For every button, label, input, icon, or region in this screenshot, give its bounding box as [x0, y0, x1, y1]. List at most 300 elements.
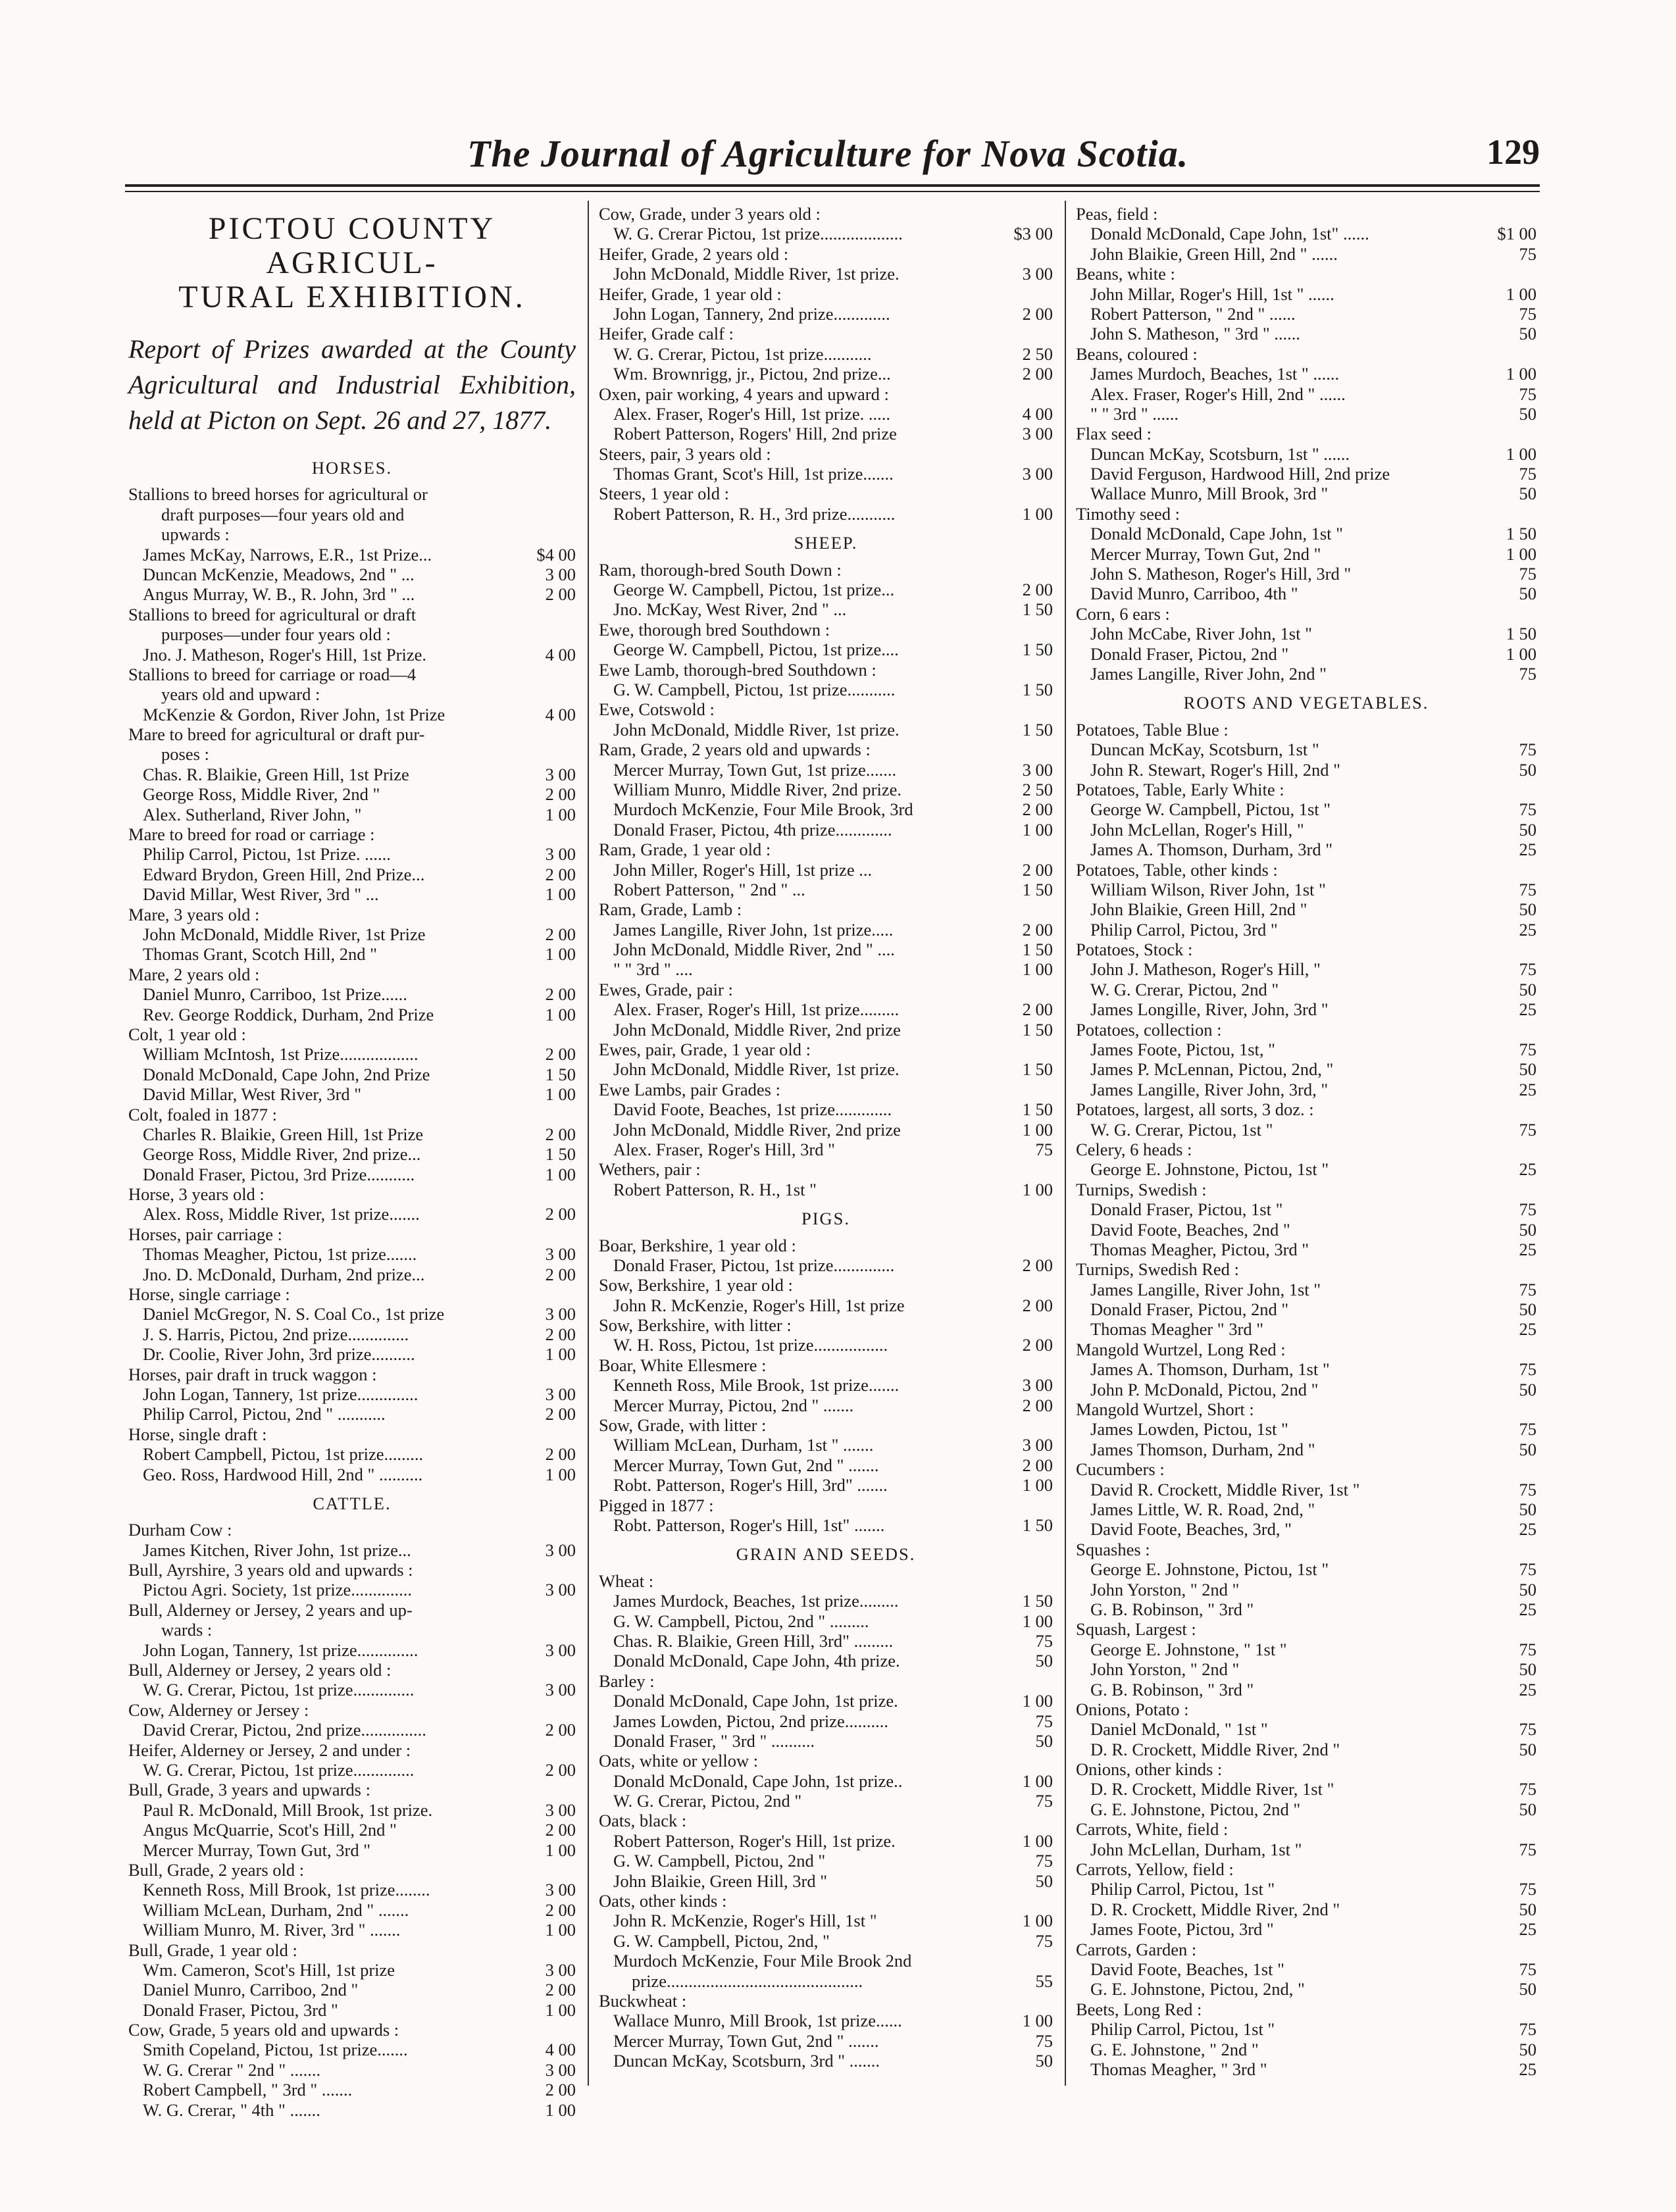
prize-amount: 3 00: [1022, 424, 1053, 444]
prize-entry: [599, 720, 1053, 740]
prize-entry: [1076, 624, 1536, 643]
prize-amount: 2 00: [545, 584, 576, 605]
class-heading: [599, 1751, 1053, 1771]
entry-text: Daniel McGregor, N. S. Coal Co., 1st prize: [143, 1304, 445, 1324]
prize-entry: [599, 860, 1053, 880]
prize-entry: [1076, 1599, 1536, 1619]
entry-text: Bull, Alderney or Jersey, 2 years old :: [128, 1660, 392, 1680]
prize-entry: [128, 1165, 576, 1184]
prize-entry: [1076, 899, 1536, 919]
entry-text: Ewes, Grade, pair :: [599, 979, 733, 999]
entry-text: John McDonald, Middle River, 1st prize.: [613, 719, 900, 740]
prize-amount: 2 00: [1022, 999, 1053, 1020]
prize-entry: [1076, 664, 1536, 684]
prize-amount: 1 00: [1022, 1911, 1053, 1931]
entry-text: Donald Fraser, Pictou, 4th prize.............: [613, 819, 892, 840]
class-heading: [128, 1560, 576, 1580]
prize-amount: 2 00: [545, 864, 576, 884]
prize-entry: [1076, 284, 1536, 304]
entry-text: William McLean, Durham, 2nd " .......: [143, 1899, 409, 1920]
class-heading: [1076, 1259, 1536, 1279]
prize-amount: 1 50: [1022, 1591, 1053, 1611]
entry-text: Wallace Munro, Mill Brook, 1st prize......: [613, 2011, 902, 2031]
entry-text: Celery, 6 heads :: [1076, 1139, 1192, 1159]
prize-entry: [599, 1711, 1053, 1731]
entry-text: John Blaikie, Green Hill, 3rd ": [613, 1871, 828, 1891]
page-number: 129: [1486, 132, 1540, 172]
prize-amount: 2 00: [545, 1264, 576, 1284]
entry-text: Chas. R. Blaikie, Green Hill, 1st Prize: [143, 764, 409, 784]
entry-text: John Logan, Tannery, 2nd prize.............: [613, 303, 890, 324]
prize-entry: [599, 464, 1053, 484]
entry-text: Donald Fraser, Pictou, 3rd Prize...........: [143, 1164, 415, 1184]
entry-text: Robert Campbell, Pictou, 1st prize.........: [143, 1444, 424, 1465]
prize-entry: [128, 1324, 576, 1344]
entry-text: Boar, White Ellesmere :: [599, 1355, 767, 1375]
class-heading: [599, 484, 1053, 503]
prize-entry: [1076, 444, 1536, 464]
entry-text: David Foote, Beaches, 1st ": [1090, 1959, 1284, 1979]
class-heading: [1076, 1819, 1536, 1839]
entry-text: W. G. Crerar, Pictou, 1st prize..............: [143, 1760, 415, 1780]
entry-text: James Longille, River, John, 3rd ": [1090, 999, 1329, 1020]
prize-entry: [1076, 880, 1536, 899]
entry-text: James P. McLennan, Pictou, 2nd, ": [1090, 1059, 1334, 1080]
entry-text: Cow, Grade, 5 years old and upwards :: [128, 2020, 399, 2040]
section-heading: PIGS.: [801, 1209, 851, 1229]
class-heading: [599, 444, 1053, 464]
prize-entry: [599, 224, 1053, 243]
prize-entry: [1076, 1779, 1536, 1799]
class-heading: [1076, 1540, 1536, 1559]
prize-entry: [599, 1851, 1053, 1871]
prize-amount: 2 00: [1022, 1295, 1053, 1315]
entry-text: John J. Matheson, Roger's Hill, ": [1090, 959, 1321, 980]
prize-entry: [599, 1435, 1053, 1455]
entry-text: Stallions to breed for agricultural or draft: [128, 604, 417, 624]
prize-amount: 1 50: [1506, 624, 1536, 644]
prize-amount: 2 00: [545, 984, 576, 1005]
entry-text: Philip Carrol, Pictou, 1st Prize. ......: [143, 844, 391, 865]
entry-text: Duncan McKay, Scotsburn, 1st " ......: [1090, 443, 1350, 464]
prize-amount: 75: [1519, 740, 1536, 760]
prize-amount: 1 00: [1022, 1475, 1053, 1496]
entry-text: Jno. D. McDonald, Durham, 2nd prize...: [143, 1264, 425, 1284]
prize-entry: [599, 1611, 1053, 1631]
prize-entry: [1076, 740, 1536, 759]
prize-amount: 50: [1035, 1871, 1053, 1891]
prize-entry: [599, 1140, 1053, 1159]
prize-entry: [128, 865, 576, 884]
class-heading: [599, 244, 1053, 264]
entry-text: Oats, black :: [599, 1811, 687, 1831]
entry-text: G. W. Campbell, Pictou, 1st prize...........: [613, 679, 896, 699]
entry-text: Bull, Grade, 2 years old :: [128, 1859, 305, 1880]
prize-amount: 75: [1519, 879, 1536, 899]
entry-text: James Langille, River John, 1st ": [1090, 1279, 1321, 1299]
prize-amount: 75: [1519, 959, 1536, 980]
class-heading: [1076, 1999, 1536, 2019]
prize-entry: [599, 1020, 1053, 1040]
prize-entry: [1076, 464, 1536, 484]
prize-entry: [1076, 1559, 1536, 1579]
prize-entry: [599, 1099, 1053, 1119]
prize-entry: [128, 1820, 576, 1840]
prize-entry: [599, 959, 1053, 979]
prize-amount: 50: [1519, 324, 1536, 344]
entry-text: Timothy seed :: [1076, 503, 1181, 524]
prize-entry: [128, 1880, 576, 1899]
prize-entry: [128, 684, 576, 704]
entry-text: Beets, Long Red :: [1076, 1999, 1202, 2019]
prize-amount: 75: [1519, 1199, 1536, 1220]
entry-text: Heifer, Alderney or Jersey, 2 and under :: [128, 1740, 411, 1760]
class-heading: [128, 1660, 576, 1680]
class-heading: [128, 665, 576, 684]
article-title-line-2: TURAL EXHIBITION.: [178, 280, 526, 314]
prize-amount: 1 00: [1022, 1611, 1053, 1631]
entry-text: Wm. Cameron, Scot's Hill, 1st prize: [143, 1959, 395, 1980]
entry-text: Bull, Grade, 1 year old :: [128, 1940, 297, 1960]
prize-amount: 25: [1519, 1319, 1536, 1340]
prize-entry: [128, 1344, 576, 1364]
entry-text: J. S. Harris, Pictou, 2nd prize..............: [143, 1324, 409, 1344]
prize-entry: [599, 404, 1053, 424]
article-report: Report of Prizes awarded at the County Agricultural and Industrial Exhibition, held at Picton on Sept. 26 and 27, 1877.: [128, 334, 576, 435]
prize-amount: 2 00: [545, 1444, 576, 1465]
prize-entry: [1076, 1680, 1536, 1699]
prize-amount: 75: [1035, 1851, 1053, 1871]
class-heading: [599, 284, 1053, 304]
entry-text: Oats, white or yellow :: [599, 1751, 759, 1771]
prize-amount: 75: [1519, 1779, 1536, 1799]
entry-text: David Crerar, Pictou, 2nd prize...............: [143, 1720, 426, 1740]
section-heading: CATTLE.: [313, 1493, 392, 1513]
prize-amount: 75: [1035, 1791, 1053, 1811]
prize-amount: 50: [1519, 2039, 1536, 2059]
prize-entry: [599, 680, 1053, 699]
prize-entry: [128, 1304, 576, 1324]
prize-entry: [128, 924, 576, 944]
class-heading: [1076, 1399, 1536, 1419]
entry-text: James A. Thomson, Durham, 3rd ": [1090, 840, 1333, 860]
class-heading: [1076, 860, 1536, 880]
prize-entry: [1076, 840, 1536, 859]
class-heading: [599, 699, 1053, 719]
entry-text: John S. Matheson, " 3rd " ......: [1090, 324, 1301, 344]
entry-text: G. W. Campbell, Pictou, 2nd ": [613, 1851, 826, 1871]
prize-entry: [128, 565, 576, 584]
entry-text: G. B. Robinson, " 3rd ": [1090, 1599, 1254, 1619]
class-heading: [599, 840, 1053, 859]
entry-text: Flax seed :: [1076, 424, 1152, 444]
class-heading: [599, 204, 1053, 224]
prize-amount: 50: [1035, 1651, 1053, 1671]
prize-entry: [599, 1475, 1053, 1495]
prize-entry: [599, 2011, 1053, 2030]
entry-text: Ram, thorough-bred South Down :: [599, 559, 842, 580]
prize-amount: 75: [1035, 2030, 1053, 2051]
entry-text: William Munro, M. River, 3rd " .......: [143, 1920, 401, 1940]
entry-text: Carrots, Yellow, field :: [1076, 1859, 1234, 1880]
entry-text: Barley :: [599, 1671, 655, 1691]
prize-entry: [599, 424, 1053, 443]
entry-text: Bull, Grade, 3 years and upwards :: [128, 1780, 370, 1800]
prize-amount: 50: [1519, 819, 1536, 840]
class-heading: [128, 965, 576, 984]
prize-amount: 75: [1519, 1719, 1536, 1740]
class-heading: [1076, 1180, 1536, 1199]
prize-entry: [128, 505, 576, 524]
class-heading: [128, 1224, 576, 1244]
prize-amount: 2 00: [545, 1899, 576, 1920]
prize-entry: [599, 1831, 1053, 1851]
entry-text: Ewe Lamb, thorough-bred Southdown :: [599, 659, 876, 680]
class-heading: [599, 899, 1053, 919]
entry-text: W. G. Crerar, Pictou, 1st prize...........: [613, 343, 872, 364]
prize-amount: 1 00: [545, 944, 576, 965]
prize-amount: 4 00: [545, 644, 576, 665]
prize-amount: 75: [1519, 1119, 1536, 1140]
prize-entry: [599, 1395, 1053, 1415]
entry-text: Boar, Berkshire, 1 year old :: [599, 1235, 796, 1255]
prize-amount: 1 00: [1506, 364, 1536, 384]
prize-entry: [1076, 1199, 1536, 1219]
class-heading: [599, 980, 1053, 999]
prize-entry: [599, 599, 1053, 619]
prize-entry: [599, 1591, 1053, 1611]
entry-text: W. G. Crerar Pictou, 1st prize...................: [613, 224, 903, 244]
entry-text: Donald Fraser, Pictou, 1st prize..............: [613, 1255, 895, 1275]
prize-amount: 3 00: [545, 764, 576, 784]
column-2: [599, 204, 1053, 2071]
prize-entry: [128, 1720, 576, 1740]
prize-entry: [128, 1384, 576, 1404]
entry-text: Mercer Murray, Town Gut, 2nd " .......: [613, 1455, 879, 1475]
entry-text: Heifer, Grade, 1 year old :: [599, 284, 782, 304]
entry-text: Ewes, pair, Grade, 1 year old :: [599, 1040, 811, 1060]
prize-entry: [599, 1791, 1053, 1811]
entry-text: Kenneth Ross, Mill Brook, 1st prize........: [143, 1880, 430, 1900]
entry-text: Alex. Fraser, Roger's Hill, 1st prize. .....: [613, 403, 891, 424]
entry-text: Robert Patterson, R. H., 1st ": [613, 1179, 817, 1199]
prize-entry: [128, 1204, 576, 1224]
class-heading: [128, 1780, 576, 1799]
prize-amount: 50: [1035, 1730, 1053, 1751]
entry-text: James McKay, Narrows, E.R., 1st Prize...: [143, 544, 432, 565]
class-heading: [128, 1424, 576, 1444]
entry-text: George Ross, Middle River, 2nd prize...: [143, 1144, 421, 1165]
entry-text: Horse, single carriage :: [128, 1284, 290, 1305]
entry-text: Potatoes, Table, Early White :: [1076, 779, 1284, 799]
entry-text: John McDonald, Middle River, 1st prize.: [613, 1059, 900, 1080]
column-divider: [1065, 201, 1066, 2086]
prize-entry: [1076, 1280, 1536, 1299]
entry-text: Robert Patterson, Roger's Hill, 1st prize.: [613, 1830, 896, 1851]
entry-text: G. W. Campbell, Pictou, 2nd, ": [613, 1930, 830, 1951]
entry-text: Buckwheat :: [599, 1990, 687, 2011]
entry-text: Robt. Patterson, Roger's Hill, 3rd" .......: [613, 1475, 888, 1496]
prize-amount: 2 50: [1022, 343, 1053, 364]
entry-text: Bull, Alderney or Jersey, 2 years and up-: [128, 1599, 413, 1620]
entry-text: G. B. Robinson, " 3rd ": [1090, 1679, 1254, 1699]
entry-text: Dr. Coolie, River John, 3rd prize..........: [143, 1344, 415, 1365]
entry-text: Duncan McKenzie, Meadows, 2nd " ...: [143, 564, 415, 584]
column-divider: [588, 201, 589, 2086]
prize-entry: [599, 780, 1053, 799]
entry-text: John R. McKenzie, Roger's Hill, 1st prize: [613, 1295, 905, 1315]
entry-text: Potatoes, Table, other kinds :: [1076, 859, 1278, 880]
prize-amount: 2 00: [545, 924, 576, 944]
entry-text: Charles R. Blaikie, Green Hill, 1st Prize: [143, 1124, 424, 1144]
entry-text: John Miller, Roger's Hill, 1st prize ...: [613, 859, 873, 880]
class-heading: [128, 1600, 576, 1620]
prize-entry: [599, 760, 1053, 780]
entry-text: John R. McKenzie, Roger's Hill, 1st ": [613, 1911, 877, 1931]
prize-amount: 75: [1519, 564, 1536, 584]
prize-entry: [1076, 364, 1536, 384]
prize-entry: [599, 1691, 1053, 1711]
entry-text: Ewe, Cotswold :: [599, 699, 715, 720]
entry-text: Potatoes, collection :: [1076, 1019, 1222, 1040]
entry-text: Robert Patterson, " 2nd " ...: [613, 879, 805, 899]
class-heading: [1076, 780, 1536, 799]
prize-amount: 25: [1519, 1919, 1536, 1940]
prize-entry: [128, 1840, 576, 1860]
prize-amount: 50: [1519, 1059, 1536, 1080]
class-heading: [1076, 1619, 1536, 1639]
prize-amount: 1 00: [545, 1920, 576, 1940]
prize-entry: [1076, 1380, 1536, 1399]
prize-entry: [128, 584, 576, 604]
prize-entry: [599, 880, 1053, 899]
prize-entry: [1076, 1740, 1536, 1759]
prize-amount: 75: [1519, 1879, 1536, 1899]
entry-text: John R. Stewart, Roger's Hill, 2nd ": [1090, 759, 1340, 780]
prize-entry: [128, 624, 576, 644]
page-header: [125, 125, 1540, 178]
entry-text: Mare, 2 years old :: [128, 964, 260, 984]
prize-entry: [599, 1631, 1053, 1651]
class-heading: [1076, 1099, 1536, 1119]
entry-text: Mercer Murray, Pictou, 2nd " .......: [613, 1395, 854, 1415]
prize-entry: [1076, 1840, 1536, 1859]
entry-text: Murdoch McKenzie, Four Mile Brook 2nd: [613, 1951, 912, 1971]
entry-text: Cow, Grade, under 3 years old :: [599, 204, 821, 224]
entry-text: G. E. Johnstone, Pictou, 2nd, ": [1090, 1979, 1305, 1999]
entry-text: Donald McDonald, Cape John, 1st prize.: [613, 1691, 898, 1711]
prize-entry: [128, 984, 576, 1004]
prize-amount: 25: [1519, 1239, 1536, 1259]
entry-text: Rev. George Roddick, Durham, 2nd Prize: [143, 1004, 434, 1024]
entry-text: James Langille, River John, 2nd ": [1090, 663, 1327, 684]
prize-amount: 50: [1035, 2051, 1053, 2071]
prize-entry: [1076, 1319, 1536, 1339]
entry-text: Daniel Munro, Carriboo, 1st Prize......: [143, 984, 407, 1005]
prize-amount: 50: [1519, 1499, 1536, 1519]
prize-amount: 75: [1519, 663, 1536, 684]
entry-text: McKenzie & Gordon, River John, 1st Prize: [143, 704, 445, 724]
entry-text: James Foote, Pictou, 1st, ": [1090, 1040, 1275, 1060]
entry-text: James A. Thomson, Durham, 1st ": [1090, 1359, 1330, 1380]
prize-amount: 2 00: [1022, 799, 1053, 820]
prize-entry: [1076, 564, 1536, 584]
class-heading: [128, 1105, 576, 1124]
entry-text: James Murdoch, Beaches, 1st " ......: [1090, 364, 1340, 384]
entry-text: Smith Copeland, Pictou, 1st prize.......: [143, 2040, 408, 2060]
prize-entry: [599, 1951, 1053, 1971]
prize-entry: [1076, 324, 1536, 343]
entry-text: Wm. Brownrigg, jr., Pictou, 2nd prize...: [613, 364, 891, 384]
class-heading: [599, 620, 1053, 640]
prize-entry: [1076, 304, 1536, 324]
prize-entry: [1076, 1499, 1536, 1519]
class-heading: [128, 1284, 576, 1304]
prize-amount: 25: [1519, 840, 1536, 860]
entry-text: Steers, pair, 3 years old :: [599, 443, 771, 464]
prize-amount: 1 00: [545, 1164, 576, 1184]
header-rule: [125, 184, 1540, 187]
prize-entry: [128, 524, 576, 544]
prize-amount: $1 00: [1497, 224, 1536, 244]
prize-amount: 2 00: [1022, 859, 1053, 880]
entry-text: Colt, foaled in 1877 :: [128, 1104, 277, 1124]
prize-entry: [599, 304, 1053, 324]
prize-amount: 1 00: [545, 1840, 576, 1860]
prize-amount: 75: [1519, 1279, 1536, 1299]
prize-list: [599, 204, 1053, 2071]
prize-amount: 1 00: [1506, 284, 1536, 304]
prize-amount: 1 00: [545, 1084, 576, 1105]
class-heading: [599, 1496, 1053, 1515]
prize-entry: [599, 799, 1053, 819]
section-heading: GRAIN AND SEEDS.: [736, 1544, 916, 1565]
class-heading: [128, 724, 576, 744]
prize-amount: 75: [1519, 464, 1536, 484]
entry-text: John McDonald, Middle River, 2nd prize: [613, 1019, 901, 1040]
prize-amount: 1 00: [1022, 2011, 1053, 2031]
header-rule-thin: [125, 191, 1540, 192]
class-heading: [599, 1236, 1053, 1255]
entry-text: George E. Johnstone, Pictou, 1st ": [1090, 1159, 1329, 1180]
prize-amount: 50: [1519, 484, 1536, 504]
class-heading: [128, 824, 576, 844]
entry-text: Wethers, pair :: [599, 1159, 701, 1180]
entry-text: Robt. Patterson, Roger's Hill, 1st" .......: [613, 1515, 885, 1535]
prize-amount: 2 00: [545, 1980, 576, 2000]
entry-text: Carrots, Garden :: [1076, 1939, 1197, 1959]
prize-amount: 1 00: [545, 884, 576, 905]
entry-text: David Foote, Beaches, 1st prize.............: [613, 1099, 892, 1120]
prize-amount: 50: [1519, 979, 1536, 999]
entry-text: James Foote, Pictou, 3rd ": [1090, 1919, 1274, 1940]
prize-entry: [128, 1144, 576, 1164]
prize-amount: 3 00: [545, 564, 576, 584]
prize-amount: 3 00: [545, 844, 576, 865]
prize-amount: 2 00: [545, 1760, 576, 1780]
prize-amount: 2 00: [545, 1404, 576, 1424]
prize-entry: [599, 1255, 1053, 1275]
prize-amount: 25: [1519, 919, 1536, 940]
entry-text: Jno. McKay, West River, 2nd " ...: [613, 599, 847, 620]
prize-entry: [128, 1044, 576, 1064]
class-heading: [128, 1365, 576, 1384]
entry-text: Ram, Grade, 2 years old and upwards :: [599, 740, 871, 760]
prize-entry: [128, 1465, 576, 1484]
prize-amount: 1 50: [1022, 879, 1053, 899]
entry-text: David Millar, West River, 3rd ": [143, 1084, 362, 1105]
prize-amount: 3 00: [545, 1540, 576, 1560]
